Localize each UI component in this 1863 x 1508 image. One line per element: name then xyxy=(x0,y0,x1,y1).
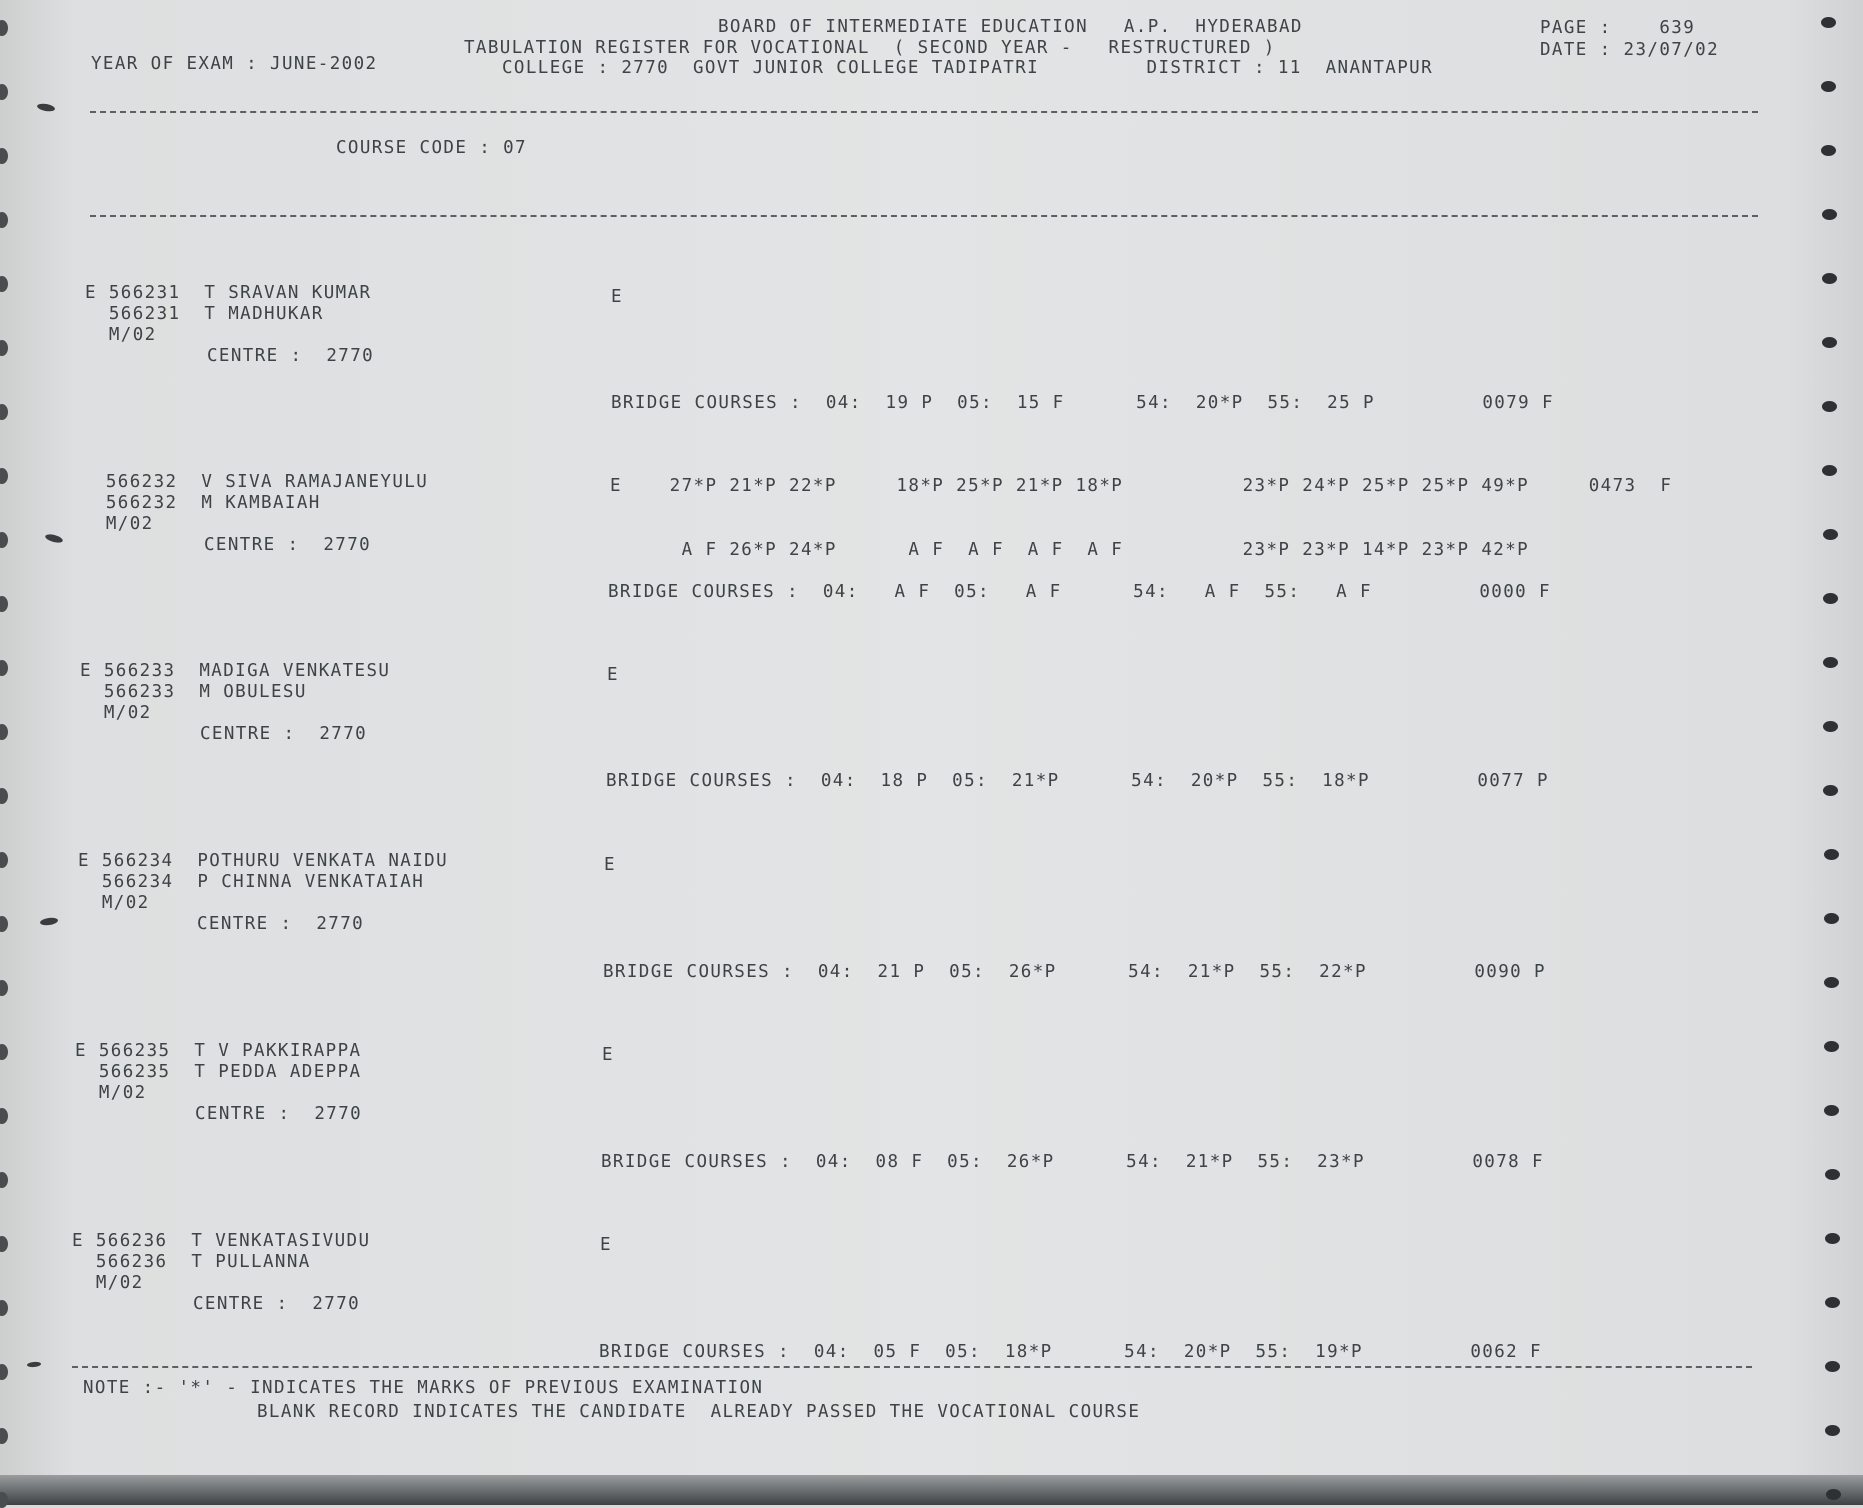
register-title: TABULATION REGISTER FOR VOCATIONAL ( SECOND YEAR - RESTRUCTURED ) xyxy=(464,38,1276,58)
divider-bottom xyxy=(72,1366,1752,1368)
record-line-1: E 566233 MADIGA VENKATESU xyxy=(80,661,391,681)
college-line: COLLEGE : 2770 GOVT JUNIOR COLLEGE TADIPATRI DISTRICT : 11 ANANTAPUR xyxy=(502,58,1433,78)
centre-line: CENTRE : 2770 xyxy=(195,1104,363,1124)
record-line-2: 566235 T PEDDA ADEPPA xyxy=(75,1062,362,1082)
record-line-1: E 566231 T SRAVAN KUMAR xyxy=(85,283,372,303)
record-line-3: M/02 xyxy=(82,514,154,534)
print-date: DATE : 23/07/02 xyxy=(1540,40,1720,60)
record-line-2: 566233 M OBULESU xyxy=(80,682,307,702)
course-code: COURSE CODE : 07 xyxy=(336,138,527,158)
marks-line-1: E xyxy=(602,1045,614,1065)
table-edge xyxy=(0,1475,1863,1505)
feed-hole xyxy=(1823,529,1838,540)
feed-hole xyxy=(1822,209,1837,220)
record-line-3: M/02 xyxy=(80,703,152,723)
feed-hole xyxy=(1823,593,1838,604)
centre-line: CENTRE : 2770 xyxy=(193,1294,361,1314)
note-line-1: NOTE :- '*' - INDICATES THE MARKS OF PREVIOUS EXAMINATION xyxy=(83,1378,764,1398)
marks-line-1: E xyxy=(611,287,623,307)
centre-line: CENTRE : 2770 xyxy=(204,535,372,555)
feed-hole xyxy=(1822,337,1837,348)
divider-top xyxy=(90,111,1758,113)
marks-line-1: E xyxy=(600,1235,612,1255)
bridge-courses-line: BRIDGE COURSES : 04: 18 P 05: 21*P 54: 20*P 55: 18*P 0077 P xyxy=(606,771,1549,791)
record-line-2: 566236 T PULLANNA xyxy=(72,1252,311,1272)
record-line-3: M/02 xyxy=(85,325,157,345)
feed-hole xyxy=(1824,913,1839,924)
bridge-courses-line: BRIDGE COURSES : 04: 19 P 05: 15 F 54: 20*P 55: 25 P 0079 F xyxy=(611,393,1554,413)
feed-hole xyxy=(1822,273,1837,284)
record-line-3: M/02 xyxy=(75,1083,147,1103)
centre-line: CENTRE : 2770 xyxy=(207,346,375,366)
record-line-2: 566231 T MADHUKAR xyxy=(85,304,324,324)
bridge-courses-line: BRIDGE COURSES : 04: 21 P 05: 26*P 54: 21*P 55: 22*P 0090 P xyxy=(603,962,1546,982)
centre-line: CENTRE : 2770 xyxy=(200,724,368,744)
feed-hole xyxy=(1825,1233,1840,1244)
record-line-3: M/02 xyxy=(78,893,150,913)
record-line-1: 566232 V SIVA RAMAJANEYULU xyxy=(82,472,429,492)
record-line-1: E 566236 T VENKATASIVUDU xyxy=(72,1231,371,1251)
centre-line: CENTRE : 2770 xyxy=(197,914,365,934)
marks-line-1: E xyxy=(604,855,616,875)
feed-hole xyxy=(1823,657,1838,668)
year-of-exam: YEAR OF EXAM : JUNE-2002 xyxy=(91,54,378,74)
binder-hole xyxy=(0,1492,8,1508)
bridge-courses-line: BRIDGE COURSES : 04: 08 F 05: 26*P 54: 21*P 55: 23*P 0078 F xyxy=(601,1152,1544,1172)
feed-hole xyxy=(1824,849,1839,860)
marks-line-2: A F 26*P 24*P A F A F A F A F 23*P 23*P 14*P 23*P 42*P xyxy=(610,540,1530,560)
bridge-courses-line: BRIDGE COURSES : 04: 05 F 05: 18*P 54: 20*P 55: 19*P 0062 F xyxy=(599,1342,1542,1362)
bridge-courses-line: BRIDGE COURSES : 04: A F 05: A F 54: A F 55: A F 0000 F xyxy=(608,582,1551,602)
record-line-2: 566232 M KAMBAIAH xyxy=(82,493,321,513)
board-title: BOARD OF INTERMEDIATE EDUCATION A.P. HYDERABAD xyxy=(718,17,1303,37)
record-line-3: M/02 xyxy=(72,1273,144,1293)
divider-course xyxy=(90,215,1758,217)
feed-hole xyxy=(1824,977,1839,988)
marks-line-1: E xyxy=(607,665,619,685)
feed-hole xyxy=(1821,17,1836,28)
page-number: PAGE : 639 xyxy=(1540,18,1696,38)
record-line-2: 566234 P CHINNA VENKATAIAH xyxy=(78,872,425,892)
feed-hole xyxy=(1825,1169,1840,1180)
feed-hole xyxy=(1826,1489,1841,1500)
marks-line-1: E 27*P 21*P 22*P 18*P 25*P 21*P 18*P 23*P 24*P 25*P 25*P 49*P 0473 F xyxy=(610,476,1673,496)
record-line-1: E 566235 T V PAKKIRAPPA xyxy=(75,1041,362,1061)
feed-hole xyxy=(1825,1297,1840,1308)
record-line-1: E 566234 POTHURU VENKATA NAIDU xyxy=(78,851,449,871)
note-line-2: BLANK RECORD INDICATES THE CANDIDATE ALREADY PASSED THE VOCATIONAL COURSE xyxy=(257,1402,1141,1422)
